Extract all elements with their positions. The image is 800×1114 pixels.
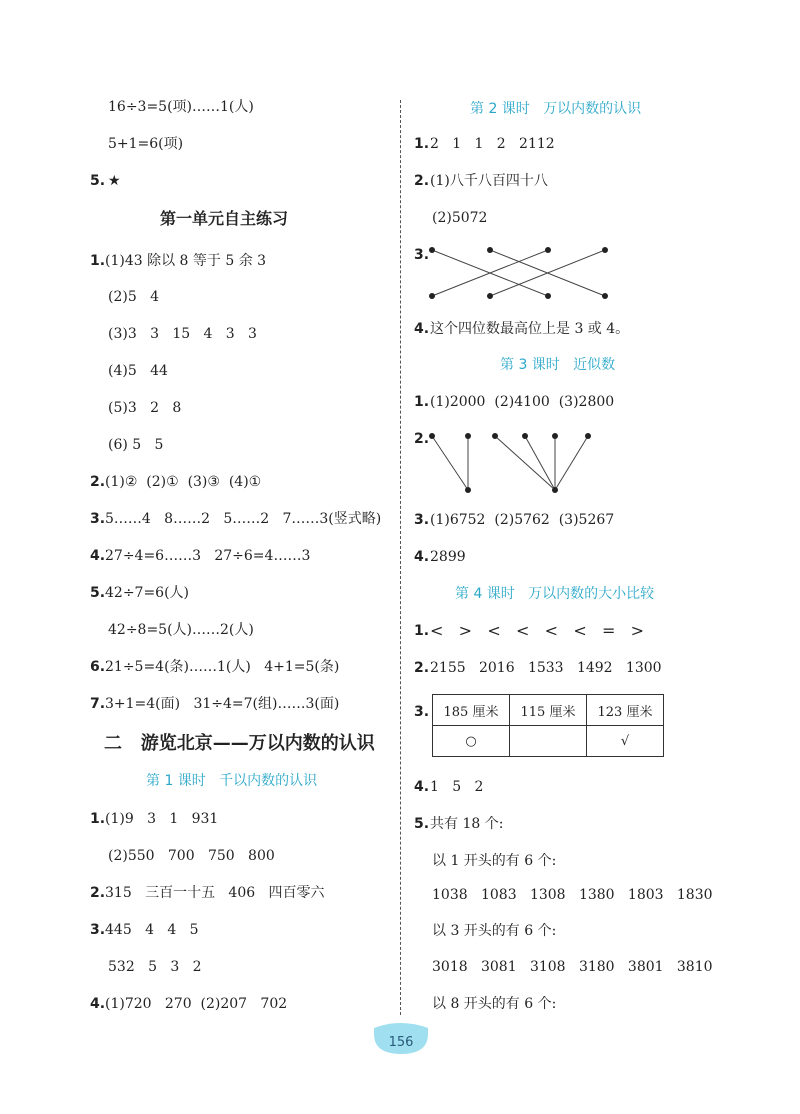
table-cell <box>510 726 587 757</box>
table-cell: ○ <box>433 726 510 757</box>
question-number: 3. <box>414 704 430 720</box>
dot <box>487 247 493 253</box>
question-number: 7. <box>90 696 106 712</box>
answer-line: (2)5 4 <box>108 289 159 305</box>
question-number: 6. <box>90 659 106 675</box>
dot <box>465 487 471 493</box>
connector-line <box>525 436 555 490</box>
table-header-cell: 115 厘米 <box>510 695 587 726</box>
question-number: 1. <box>414 136 430 152</box>
answer-line: (5)3 2 8 <box>108 400 182 416</box>
unit-title: 第一单元自主练习 <box>160 209 289 228</box>
answer-line: (2)550 700 750 800 <box>108 848 275 864</box>
question-number: 5. <box>90 585 106 601</box>
dot <box>552 487 558 493</box>
approximation-lines-diagram <box>420 428 610 498</box>
question-number: 1. <box>90 253 106 269</box>
question-number: 3. <box>414 512 430 528</box>
answer-line: 以 3 开头的有 6 个: <box>432 923 557 939</box>
dot <box>602 293 608 299</box>
dot <box>552 433 558 439</box>
answer-line: (1)43 除以 8 等于 5 余 3 <box>105 253 267 269</box>
answer-line: 42÷8=5(人)……2(人) <box>108 622 254 638</box>
answer-line: (6) 5 5 <box>108 437 164 453</box>
table-row <box>433 726 664 757</box>
answer-line: 2 1 1 2 2112 <box>430 136 555 152</box>
question-number: 3. <box>90 511 106 527</box>
table-header-cell: 185 厘米 <box>433 695 510 726</box>
page-number-badge <box>372 1022 430 1056</box>
lesson-title: 第 3 课时 近似数 <box>500 357 616 373</box>
connector-line <box>555 436 588 490</box>
answer-line: (1)八千八百四十八 <box>430 173 548 189</box>
dot <box>429 247 435 253</box>
answer-line: (1)720 270 (2)207 702 <box>105 996 288 1012</box>
answer-line: (4)5 44 <box>108 363 168 379</box>
answer-line: 以 1 开头的有 6 个: <box>432 853 557 869</box>
answer-line: 3+1=4(面) 31÷4=7(组)……3(面) <box>105 696 340 712</box>
text-line: 5+1=6(项) <box>108 136 184 152</box>
answer-line: 21÷5=4(条)……1(人) 4+1=5(条) <box>105 659 340 675</box>
lesson-title: 第 4 课时 万以内数的大小比较 <box>455 586 655 602</box>
question-number: 3. <box>90 922 106 938</box>
connector-line <box>432 436 468 490</box>
question-number: 5. <box>90 173 106 189</box>
answer-line: 1 5 2 <box>430 779 484 795</box>
dot <box>602 247 608 253</box>
dot <box>492 433 498 439</box>
answer-line: (1)6752 (2)5762 (3)5267 <box>430 512 615 528</box>
answer-line: 445 4 4 5 <box>105 922 199 938</box>
question-number: 2. <box>90 474 106 490</box>
dot <box>429 433 435 439</box>
question-number: 2. <box>414 431 430 447</box>
answer-line: < > < < < < = > <box>430 621 645 640</box>
answer-line: (1)2000 (2)4100 (3)2800 <box>430 394 615 410</box>
answer-line: 5……4 8……2 5……2 7……3(竖式略) <box>105 511 382 527</box>
chapter-title: 二 游览北京——万以内数的认识 <box>104 733 375 754</box>
page-number: 156 <box>388 1035 414 1050</box>
lesson-title: 第 1 课时 千以内数的认识 <box>146 773 318 789</box>
question-number: 4. <box>90 548 106 564</box>
comparison-table <box>432 694 664 757</box>
answer-line: 3018 3081 3108 3180 3801 3810 <box>432 959 713 975</box>
table-row <box>433 695 664 726</box>
answer-line: 2155 2016 1533 1492 1300 <box>430 660 662 676</box>
dot <box>465 433 471 439</box>
text-line: 16÷3=5(项)……1(人) <box>108 99 254 115</box>
dot <box>545 293 551 299</box>
question-number: 1. <box>414 394 430 410</box>
answer-line: (1)9 3 1 931 <box>105 811 219 827</box>
question-number: 3. <box>414 247 430 263</box>
matching-lines-diagram <box>420 238 620 308</box>
question-number: 4. <box>414 779 430 795</box>
question-number: 4. <box>414 549 430 565</box>
table-cell: √ <box>587 726 664 757</box>
answer-line: (1)② (2)① (3)③ (4)① <box>105 474 262 490</box>
dot <box>545 247 551 253</box>
answer-line: 315 三百一十五 406 四百零六 <box>105 885 325 901</box>
answer-line: 27÷4=6……3 27÷6=4……3 <box>105 548 311 564</box>
question-number: 2. <box>90 885 106 901</box>
question-number: 4. <box>414 321 430 337</box>
question-number: 2. <box>414 173 430 189</box>
question-number: 1. <box>90 811 106 827</box>
dot <box>522 433 528 439</box>
answer-line: (3)3 3 15 4 3 3 <box>108 326 257 342</box>
star-answer: ★ <box>108 173 121 189</box>
answer-line: (2)5072 <box>432 210 488 226</box>
question-number: 5. <box>414 816 430 832</box>
column-divider <box>400 100 401 1015</box>
question-number: 4. <box>90 996 106 1012</box>
dot <box>487 293 493 299</box>
question-number: 2. <box>414 660 430 676</box>
answer-line: 532 5 3 2 <box>108 959 202 975</box>
answer-line: 1038 1083 1308 1380 1803 1830 <box>432 887 713 903</box>
answer-line: 共有 18 个: <box>430 816 504 832</box>
answer-line: 42÷7=6(人) <box>105 585 190 601</box>
question-number: 1. <box>414 623 430 639</box>
table-header-cell: 123 厘米 <box>587 695 664 726</box>
answer-line: 这个四位数最高位上是 3 或 4。 <box>430 321 630 337</box>
dot <box>429 293 435 299</box>
connector-line <box>495 436 555 490</box>
lesson-title: 第 2 课时 万以内数的认识 <box>470 101 642 117</box>
answer-line: 2899 <box>430 549 466 565</box>
dot <box>585 433 591 439</box>
answer-line: 以 8 开头的有 6 个: <box>432 996 557 1012</box>
